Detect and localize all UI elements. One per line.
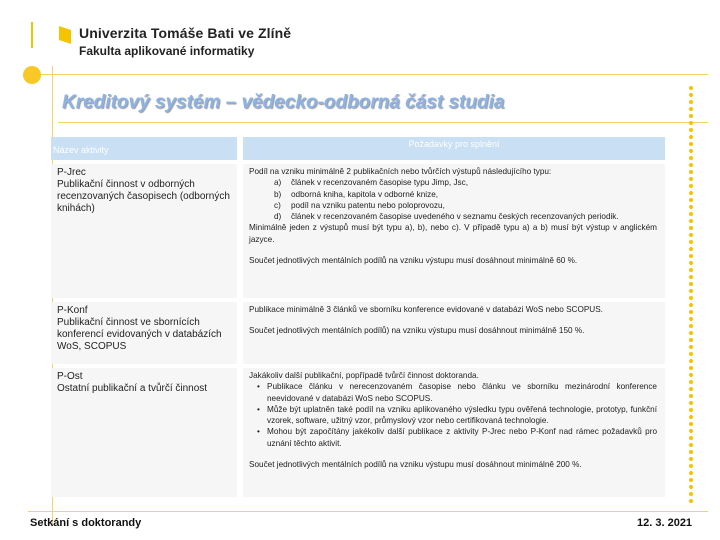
table-row: [51, 368, 665, 497]
activity-cell: [51, 368, 237, 497]
decorative-dotted-line: [689, 86, 695, 504]
requirements-table: [51, 137, 665, 497]
header-cell-requirements: [243, 137, 665, 160]
university-logo-icon: [59, 26, 71, 44]
activity-name: Ostatní publikační a tvůrčí činnost: [57, 383, 208, 394]
activity-code: P-Konf: [57, 305, 88, 316]
faculty-name: Fakulta aplikované informatiky: [79, 44, 255, 58]
requirement-intro: Podíl na vzniku minimálně 2 publikačních nebo tvůrčích výstupů následujícího typu:: [249, 167, 552, 176]
requirement-sum: Součet jednotlivých mentálních podílů na vzniku výstupu musí dosáhnout minimálně 60 %.: [249, 256, 578, 266]
decorative-dot: [23, 66, 41, 84]
activity-name: Publikační činnost v odborných recenzovaných časopisech (odborných knihách): [57, 179, 230, 214]
list-item: d) článek v recenzovaném časopise uvedeného v seznamu českých recenzovaných periodik.: [291, 211, 657, 222]
title-underline: [58, 122, 708, 123]
requirements-cell: [243, 368, 665, 497]
activity-name: Publikační činnost ve sbornících konferencí evidovaných v databázích WoS, SCOPUS: [57, 317, 222, 352]
requirements-cell: [243, 164, 665, 298]
header-activity-label: Název aktivity: [53, 145, 109, 155]
activity-cell: [51, 164, 237, 298]
slide-title: Kreditový systém – vědecko-odborná část studia: [62, 92, 505, 113]
list-item: • Publikace článku v nerecenzovaném časopise nebo článku ve sborníku mezinárodní konference neevidované v databázi WoS nebo SCOPUS.: [267, 381, 657, 404]
requirement-intro: Jakákoliv další publikační, popřípadě tvůrčí činnost doktoranda.: [249, 371, 479, 380]
requirements-cell: [243, 302, 665, 364]
requirement-sum: Součet jednotlivých mentálních podílů) na vzniku výstupu musí dosáhnout minimálně 150 %.: [249, 326, 585, 336]
list-item: a) článek v recenzovaném časopise typu Jimp, Jsc,: [291, 177, 657, 188]
requirement-list: [249, 177, 657, 222]
list-item: c) podíl na vzniku patentu nebo poloprovozu,: [291, 200, 657, 211]
header-cell-activity: [51, 137, 237, 160]
footer-event-title: Setkání s doktorandy: [30, 517, 142, 529]
table-row: [51, 302, 665, 364]
requirement-bullets: [249, 381, 657, 449]
list-item: b) odborná kniha, kapitola v odborné knize,: [291, 189, 657, 200]
requirement-text: Publikace minimálně 3 článků ve sborníku konference evidované v databázi WoS nebo SCOPUS.: [249, 305, 603, 314]
footer-date: 12. 3. 2021: [637, 517, 693, 529]
brand-accent-bar: [31, 22, 33, 48]
list-item: • Může být uplatněn také podíl na vzniku aplikovaného výsledku typu ověřená technologie, prototyp, funkční vzorek, software, užitný vzor, průmyslový vzor nebo certifikovaná technologie.: [267, 404, 657, 427]
activity-code: P-Jrec: [57, 167, 86, 178]
requirement-sum: Součet jednotlivých mentálních podílů na vzniku výstupu musí dosáhnout minimálně 200 %.: [249, 460, 582, 470]
requirement-note: Minimálně jeden z výstupů musí být typu a), b), nebo c). V případě typu a) a b) musí být výstup v anglickém jazyce.: [249, 223, 657, 244]
list-item: • Mohou být započítány jakékoliv další publikace z aktivity P-Jrec nebo P-Konf nad rámec požadavků pro uznání těchto aktivit.: [267, 426, 657, 449]
university-name: Univerzita Tomáše Bati ve Zlíně: [79, 25, 292, 41]
activity-code: P-Ost: [57, 371, 83, 382]
table-row: [51, 164, 665, 298]
decorative-bottom-line: [28, 511, 708, 512]
decorative-top-line: [28, 74, 708, 75]
header-requirements-label: Požadavky pro splnění: [408, 139, 500, 149]
table-header-row: [51, 137, 665, 160]
activity-cell: [51, 302, 237, 364]
